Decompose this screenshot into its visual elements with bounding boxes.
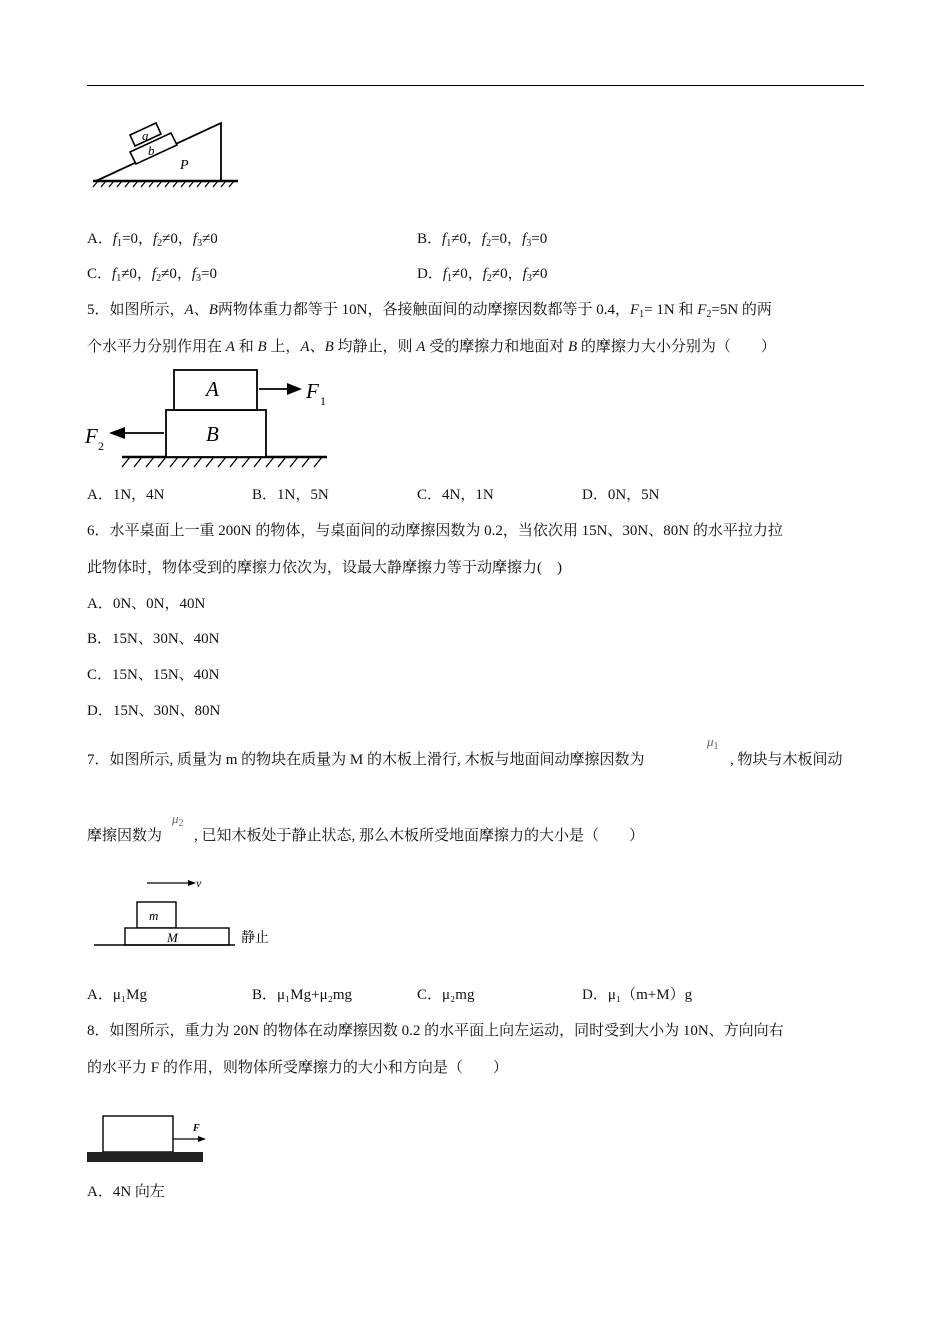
- q5-option-a[interactable]: A．1N，4N: [87, 487, 165, 503]
- q4-option-a[interactable]: A．$f_1=0$，$f_2\ne 0$，$f_3\ne 0$: [87, 231, 218, 249]
- block-a-label: A: [206, 377, 219, 401]
- stacked-blocks-figure: [84, 365, 334, 475]
- q7-option-b[interactable]: B．μ₁Mg+μ₂mg: [252, 987, 353, 1003]
- board-m-label: M: [167, 930, 178, 945]
- q5-option-c[interactable]: C．4N，1N: [417, 487, 494, 503]
- force-f-label: F: [193, 1123, 200, 1134]
- q7-option-c[interactable]: C．μ₂mg: [417, 987, 475, 1003]
- q6-stem-line2: 此物体时，物体受到的摩擦力依次为，设最大静摩擦力等于动摩擦力( ): [87, 560, 562, 576]
- incline-p-label: P: [180, 158, 189, 173]
- q4-option-b[interactable]: B．$f_1\ne 0$，$f_2=0$，$f_3=0$: [417, 231, 548, 249]
- velocity-v-label: v: [196, 876, 202, 890]
- q8-option-a[interactable]: A．4N 向左: [87, 1184, 165, 1200]
- force-f2-subscript: 2: [98, 439, 104, 453]
- incline-figure: [88, 115, 243, 190]
- q4-option-c[interactable]: C．$f_1\ne 0$，$f_2\ne 0$，$f_3=0$: [87, 266, 217, 284]
- q6-option-a[interactable]: A．0N、0N，40N: [87, 596, 206, 612]
- q6-option-c[interactable]: C．15N、15N、40N: [87, 667, 220, 683]
- q7-stem-line1a: 7．如图所示, 质量为 m 的物块在质量为 M 的木板上滑行, 木板与地面间动摩擦因数为: [87, 752, 645, 768]
- block-a-label: a: [142, 128, 149, 143]
- q5-option-d[interactable]: D．0N，5N: [582, 487, 660, 503]
- q5-stem-line1: 5．如图所示，A、B两物体重力都等于 10N，各接触面间的动摩擦因数都等于 0.4，$F_1= 1N$ 和 $F_2=5N$ 的两: [87, 302, 772, 320]
- force-f1-label: F: [306, 379, 319, 403]
- q4-option-d[interactable]: D．$f_1\ne 0$，$f_2\ne 0$，$f_3\ne 0$: [417, 266, 548, 284]
- force-f1-subscript: 1: [320, 394, 326, 408]
- q8-stem-line1: 8．如图所示，重力为 20N 的物体在动摩擦因数 0.2 的水平面上向左运动，同时受到大小为 10N、方向向右: [87, 1023, 784, 1039]
- mu1-symbol: $\mu_1$: [707, 734, 719, 752]
- q7-stem-line1b: , 物块与木板间动: [730, 752, 843, 768]
- force-f2-label: F: [85, 424, 98, 448]
- q6-option-d[interactable]: D．15N、30N、80N: [87, 703, 221, 719]
- q6-option-b[interactable]: B．15N、30N、40N: [87, 631, 220, 647]
- block-b-label: B: [206, 422, 219, 446]
- q5-stem-line2: 个水平力分别作用在 A 和 B 上，A、B 均静止，则 A 受的摩擦力和地面对 B 的摩擦力大小分别为（ ）: [87, 339, 776, 355]
- q6-stem-line1: 6．水平桌面上一重 200N 的物体，与桌面间的动摩擦因数为 0.2，当依次用 15N、30N、80N 的水平拉力拉: [87, 523, 783, 539]
- sliding-block-figure: [90, 870, 285, 955]
- q7-stem-line2a: 摩擦因数为: [87, 828, 163, 844]
- q5-option-b[interactable]: B．1N，5N: [252, 487, 329, 503]
- q7-stem-line2b: , 已知木板处于静止状态, 那么木板所受地面摩擦力的大小是（ ）: [194, 828, 645, 844]
- block-b-label: b: [148, 143, 155, 158]
- q7-option-a[interactable]: A．μ₁Mg: [87, 987, 147, 1003]
- mu2-symbol: $\mu_2$: [172, 811, 184, 829]
- block-force-figure: [85, 1112, 215, 1167]
- q8-stem-line2: 的水平力 F 的作用，则物体所受摩擦力的大小和方向是（ ）: [87, 1060, 508, 1076]
- block-m-label: m: [149, 908, 159, 923]
- static-label: 静止: [241, 930, 269, 946]
- header-rule: [87, 85, 864, 86]
- q7-option-d[interactable]: D．μ₁（m+M）g: [582, 987, 693, 1003]
